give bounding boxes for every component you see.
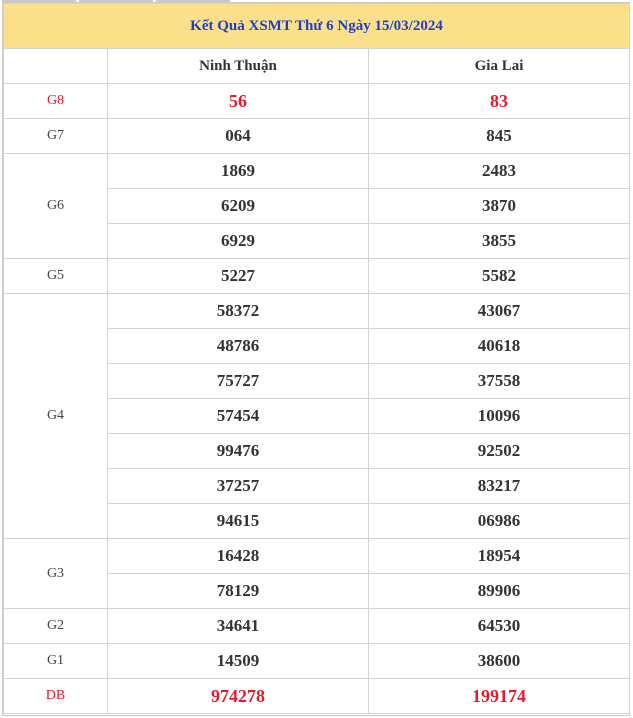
result-number: 83	[369, 84, 630, 119]
prize-label-g8: G8	[4, 84, 108, 119]
table-row	[4, 679, 630, 714]
table-row	[4, 539, 630, 574]
result-number: 1869	[108, 154, 369, 189]
prize-label-g4: G4	[4, 294, 108, 539]
table-row	[4, 154, 630, 189]
result-number: 34641	[108, 609, 369, 644]
result-number: 3855	[369, 224, 630, 259]
result-number: 43067	[369, 294, 630, 329]
result-number: 99476	[108, 434, 369, 469]
prize-label-g1: G1	[4, 644, 108, 679]
result-number: 92502	[369, 434, 630, 469]
result-number: 64530	[369, 609, 630, 644]
result-number: 48786	[108, 329, 369, 364]
result-number: 6929	[108, 224, 369, 259]
province-header-gia-lai: Gia Lai	[369, 49, 630, 84]
result-number: 14509	[108, 644, 369, 679]
results-title: Kết Quả XSMT Thứ 6 Ngày 15/03/2024	[4, 4, 630, 49]
result-number: 58372	[108, 294, 369, 329]
lottery-results-table	[3, 3, 630, 714]
result-number: 6209	[108, 189, 369, 224]
result-number: 16428	[108, 539, 369, 574]
result-number: 56	[108, 84, 369, 119]
result-number: 5227	[108, 259, 369, 294]
result-number: 83217	[369, 469, 630, 504]
table-row	[4, 84, 630, 119]
table-row	[4, 609, 630, 644]
result-number: 40618	[369, 329, 630, 364]
special-prize-number: 199174	[369, 679, 630, 714]
result-number: 89906	[369, 574, 630, 609]
result-number: 2483	[369, 154, 630, 189]
prize-label-g7: G7	[4, 119, 108, 154]
result-number: 94615	[108, 504, 369, 539]
result-number: 5582	[369, 259, 630, 294]
prize-label-g2: G2	[4, 609, 108, 644]
header-row	[4, 49, 630, 84]
table-row	[4, 119, 630, 154]
prize-label-g3: G3	[4, 539, 108, 609]
prize-label-g5: G5	[4, 259, 108, 294]
result-number: 845	[369, 119, 630, 154]
result-number: 38600	[369, 644, 630, 679]
result-number: 06986	[369, 504, 630, 539]
result-number: 18954	[369, 539, 630, 574]
result-number: 75727	[108, 364, 369, 399]
table-row	[4, 294, 630, 329]
prize-label-db: DB	[4, 679, 108, 714]
result-number: 78129	[108, 574, 369, 609]
result-number: 37558	[369, 364, 630, 399]
result-number: 064	[108, 119, 369, 154]
table-row	[4, 644, 630, 679]
prize-label-g6: G6	[4, 154, 108, 259]
result-number: 57454	[108, 399, 369, 434]
special-prize-number: 974278	[108, 679, 369, 714]
province-header-ninh-thuan: Ninh Thuận	[108, 49, 369, 84]
result-number: 37257	[108, 469, 369, 504]
result-number: 10096	[369, 399, 630, 434]
prize-column-header	[4, 49, 108, 84]
title-row	[4, 4, 630, 49]
table-row	[4, 259, 630, 294]
result-number: 3870	[369, 189, 630, 224]
